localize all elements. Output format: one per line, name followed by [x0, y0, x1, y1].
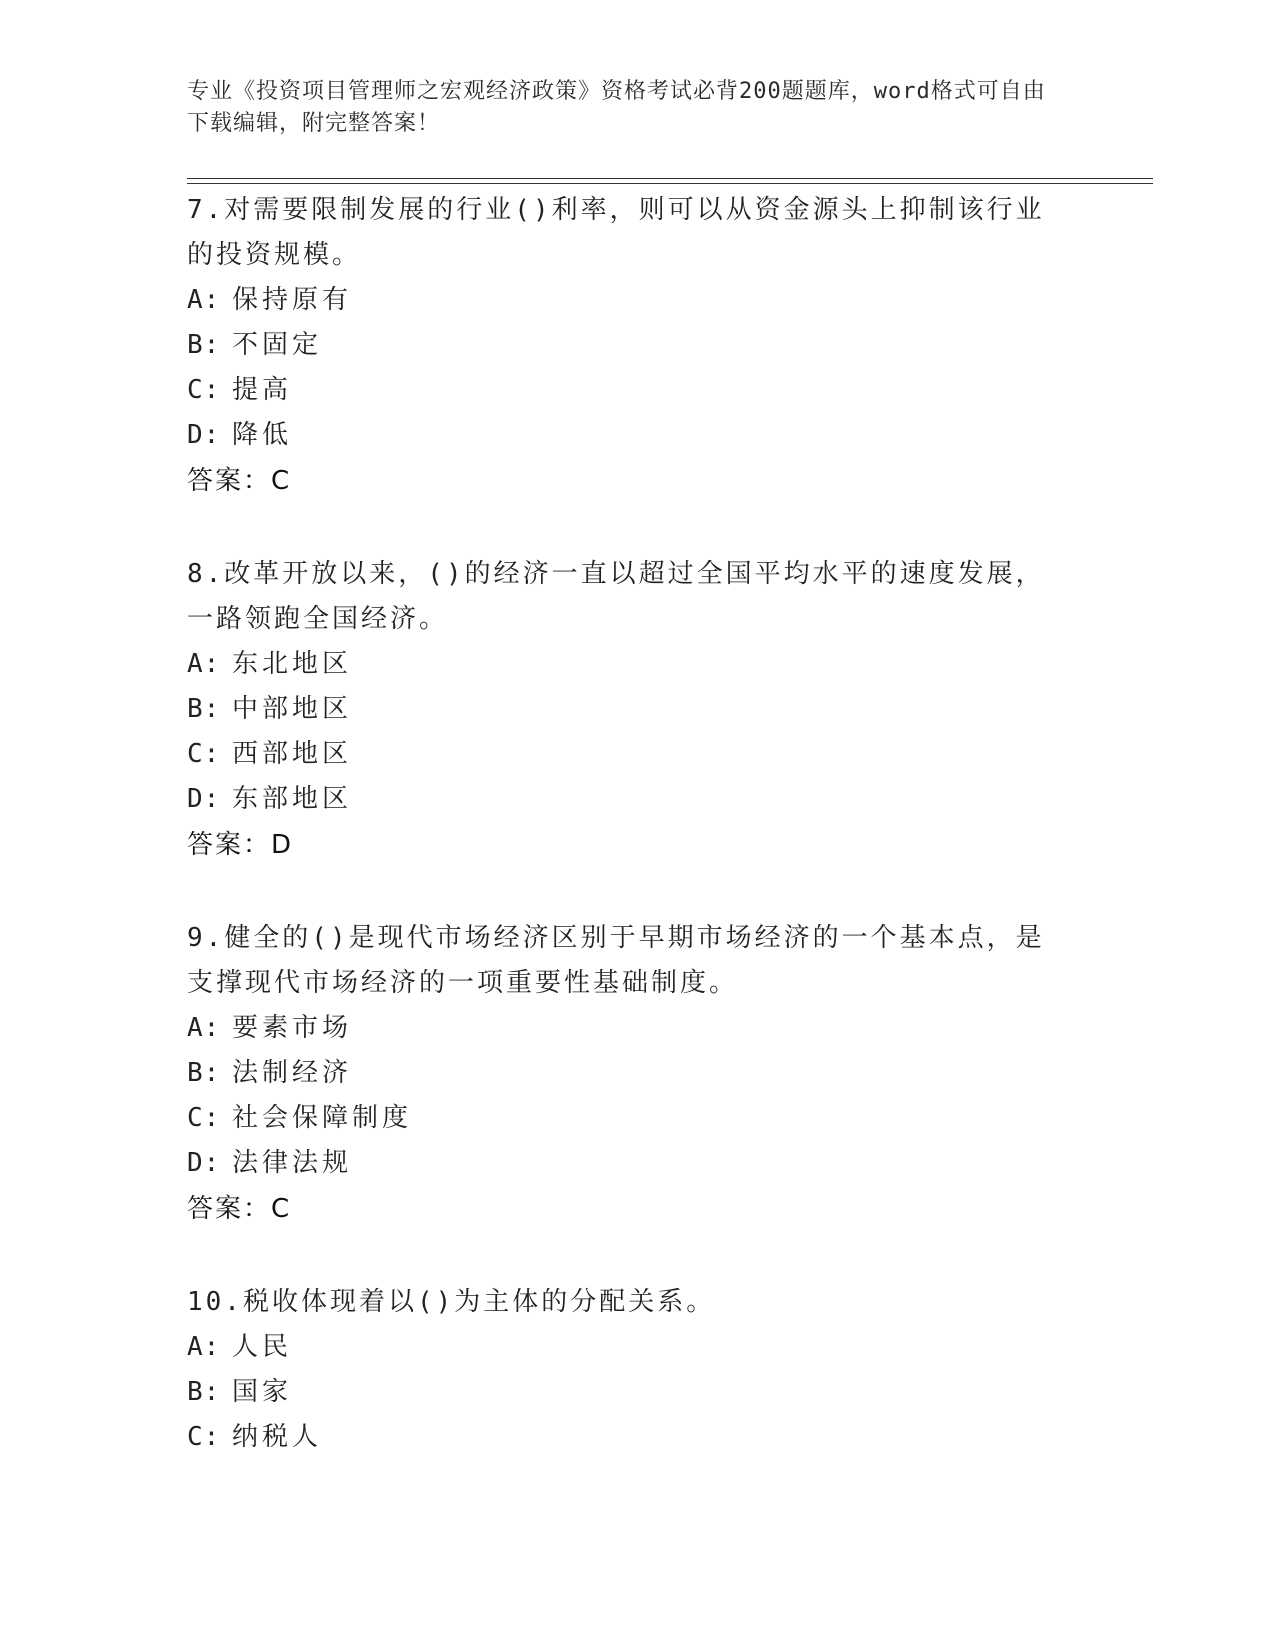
option-text: 纳税人 [232, 1422, 323, 1452]
option-a [187, 278, 1067, 323]
option-text: 国家 [232, 1377, 293, 1407]
option-d [187, 1141, 1067, 1186]
document-header-title: 专业《投资项目管理师之宏观经济政策》资格考试必背200题题库，word格式可自由下载编辑，附完整答案！ [187, 79, 1046, 136]
option-text: 东北地区 [232, 649, 353, 679]
option-letter: A: [187, 285, 221, 315]
option-text: 要素市场 [232, 1013, 353, 1043]
option-letter: A: [187, 1332, 221, 1362]
question-block [187, 1280, 1067, 1460]
option-letter: D: [187, 1148, 221, 1178]
option-c [187, 1415, 1067, 1460]
option-letter: D: [187, 420, 221, 450]
option-letter: C: [187, 375, 221, 405]
option-d [187, 413, 1067, 458]
option-letter: A: [187, 1013, 221, 1043]
option-a [187, 642, 1067, 687]
option-letter: B: [187, 330, 221, 360]
option-letter: C: [187, 1422, 221, 1452]
option-text: 中部地区 [232, 694, 353, 724]
option-b [187, 1370, 1067, 1415]
answer-line: 答案：C [187, 466, 292, 496]
option-c [187, 1096, 1067, 1141]
option-a [187, 1006, 1067, 1051]
option-letter: C: [187, 739, 221, 769]
option-b [187, 1051, 1067, 1096]
header-divider-bottom [187, 183, 1153, 184]
option-b [187, 687, 1067, 732]
question-stem: 9.健全的()是现代市场经济区别于早期市场经济的一个基本点，是支撑现代市场经济的一项重要性基础制度。 [187, 923, 1045, 998]
question-stem: 7.对需要限制发展的行业()利率，则可以从资金源头上抑制该行业的投资规模。 [187, 195, 1045, 270]
option-text: 西部地区 [232, 739, 353, 769]
option-text: 降低 [232, 420, 293, 450]
answer-line: 答案：D [187, 830, 294, 860]
option-text: 保持原有 [232, 285, 353, 315]
option-text: 东部地区 [232, 784, 353, 814]
question-block [187, 916, 1067, 1232]
option-c [187, 368, 1067, 413]
option-a [187, 1325, 1067, 1370]
option-c [187, 732, 1067, 777]
answer-line: 答案：C [187, 1194, 292, 1224]
option-text: 法律法规 [232, 1148, 353, 1178]
option-letter: D: [187, 784, 221, 814]
question-block [187, 552, 1067, 868]
header-divider-top [187, 178, 1153, 179]
option-text: 社会保障制度 [232, 1103, 413, 1133]
option-letter: B: [187, 1377, 221, 1407]
question-stem: 8.改革开放以来，()的经济一直以超过全国平均水平的速度发展，一路领跑全国经济。 [187, 559, 1045, 634]
option-d [187, 777, 1067, 822]
option-text: 法制经济 [232, 1058, 353, 1088]
option-letter: B: [187, 694, 221, 724]
option-letter: A: [187, 649, 221, 679]
option-letter: C: [187, 1103, 221, 1133]
option-text: 不固定 [232, 330, 323, 360]
option-text: 提高 [232, 375, 293, 405]
question-block [187, 188, 1067, 504]
option-letter: B: [187, 1058, 221, 1088]
option-b [187, 323, 1067, 368]
question-stem: 10.税收体现着以()为主体的分配关系。 [187, 1287, 716, 1317]
option-text: 人民 [232, 1332, 293, 1362]
